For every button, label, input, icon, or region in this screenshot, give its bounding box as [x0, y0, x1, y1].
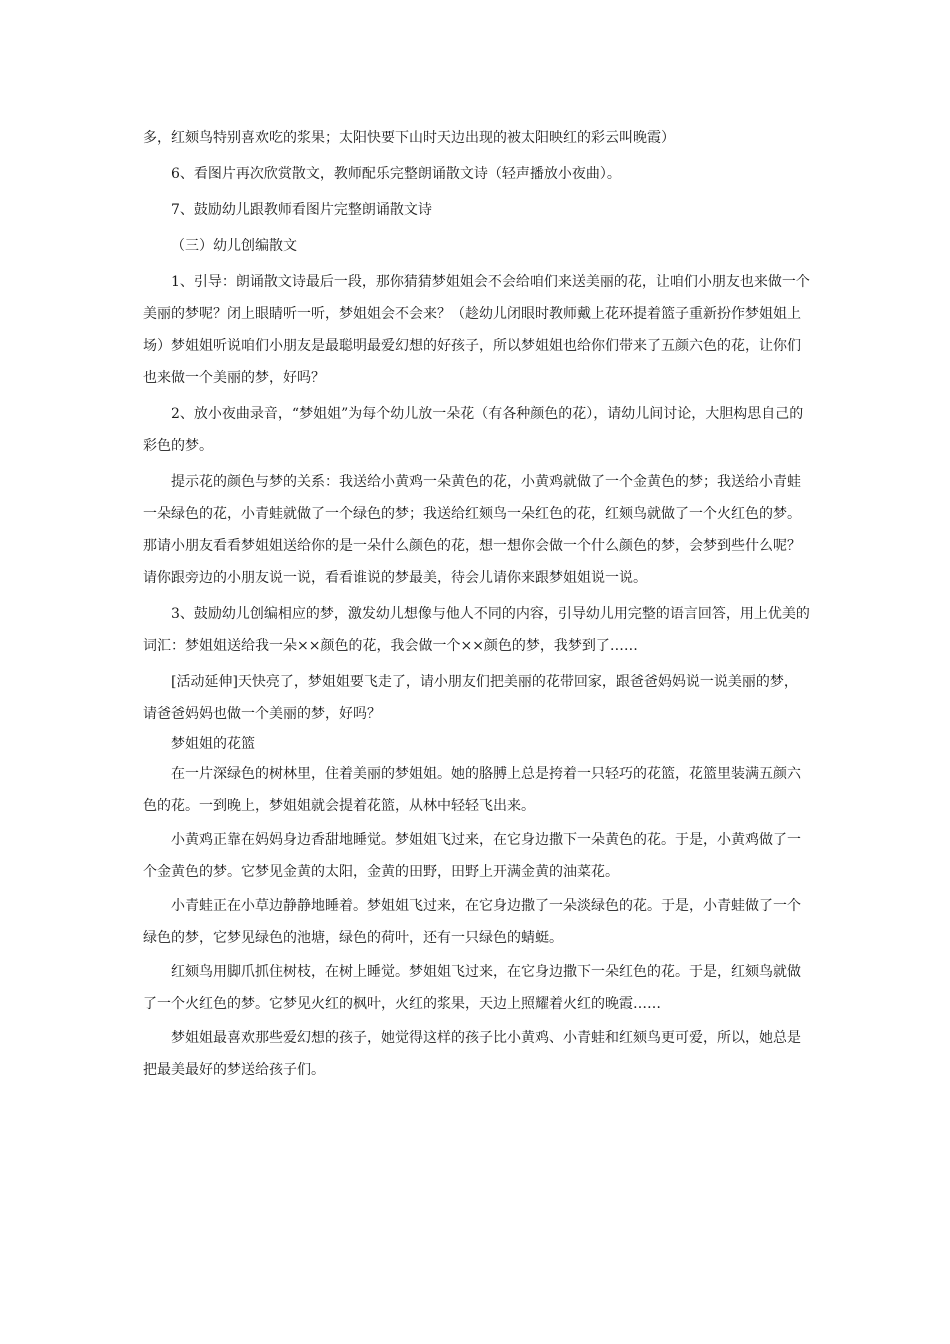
- section-heading: （三）幼儿创编散文: [171, 238, 297, 254]
- paragraph: 提示花的颜色与梦的关系：我送给小黄鸡一朵黄色的花，小黄鸡就做了一个金黄色的梦；我送给小青蛙一朵绿色的花，小青蛙就做了一个绿色的梦；我送给红颏鸟一朵红色的花，红颏鸟就做了一个火红色的梦。那请小朋友看看梦姐姐送给你的是一朵什么颜色的花，想一想你会做一个什么颜色的梦，会梦到些什么呢？请你跟旁边的小朋友说一说，看看谁说的梦最美，待会儿请你来跟梦姐姐说一说。: [143, 474, 801, 586]
- paragraph: [活动延伸]天快亮了，梦姐姐要飞走了，请小朋友们把美丽的花带回家，跟爸爸妈妈说一说美丽的梦，请爸爸妈妈也做一个美丽的梦，好吗？: [143, 674, 798, 722]
- story-paragraph: 梦姐姐最喜欢那些爱幻想的孩子，她觉得这样的孩子比小黄鸡、小青蛙和红颏鸟更可爱，所以，她总是把最美最好的梦送给孩子们。: [143, 1030, 801, 1078]
- paragraph: 7、鼓励幼儿跟教师看图片完整朗诵散文诗: [171, 202, 432, 218]
- story-paragraph: 小黄鸡正靠在妈妈身边香甜地睡觉。梦姐姐飞过来，在它身边撒下一朵黄色的花。于是，小黄鸡做了一个金黄色的梦。它梦见金黄的太阳，金黄的田野，田野上开满金黄的油菜花。: [143, 832, 801, 880]
- paragraph: 多，红颏鸟特别喜欢吃的浆果；太阳快要下山时天边出现的被太阳映红的彩云叫晚霞）: [143, 130, 675, 146]
- document-body: [143, 122, 811, 1086]
- paragraph: 1、引导：朗诵散文诗最后一段，那你猜猜梦姐姐会不会给咱们来送美丽的花，让咱们小朋友也来做一个美丽的梦呢？闭上眼睛听一听，梦姐姐会不会来？（趁幼儿闭眼时教师戴上花环提着篮子重新扮作梦姐姐上场）梦姐姐听说咱们小朋友是最聪明最爱幻想的好孩子，所以梦姐姐也给你们带来了五颜六色的花，让你们也来做一个美丽的梦，好吗？: [143, 274, 810, 386]
- story-title: 梦姐姐的花篮: [171, 736, 255, 752]
- paragraph: 3、鼓励幼儿创编相应的梦，激发幼儿想像与他人不同的内容，引导幼儿用完整的语言回答，用上优美的词汇：梦姐姐送给我一朵××颜色的花，我会做一个××颜色的梦，我梦到了……: [143, 606, 810, 654]
- paragraph: 2、放小夜曲录音，“梦姐姐”为每个幼儿放一朵花（有各种颜色的花），请幼儿间讨论，大胆构思自己的彩色的梦。: [143, 406, 804, 454]
- story-paragraph: 小青蛙正在小草边静静地睡着。梦姐姐飞过来，在它身边撒了一朵淡绿色的花。于是，小青蛙做了一个绿色的梦，它梦见绿色的池塘，绿色的荷叶，还有一只绿色的蜻蜓。: [143, 898, 801, 946]
- story-paragraph: 红颏鸟用脚爪抓住树枝，在树上睡觉。梦姐姐飞过来，在它身边撒下一朵红色的花。于是，红颏鸟就做了一个火红色的梦。它梦见火红的枫叶，火红的浆果，天边上照耀着火红的晚霞……: [143, 964, 801, 1012]
- story-paragraph: 在一片深绿色的树林里，住着美丽的梦姐姐。她的胳膊上总是挎着一只轻巧的花篮，花篮里装满五颜六色的花。一到晚上，梦姐姐就会提着花篮，从林中轻轻飞出来。: [143, 766, 801, 814]
- paragraph: 6、看图片再次欣赏散文，教师配乐完整朗诵散文诗（轻声播放小夜曲）。: [171, 166, 621, 182]
